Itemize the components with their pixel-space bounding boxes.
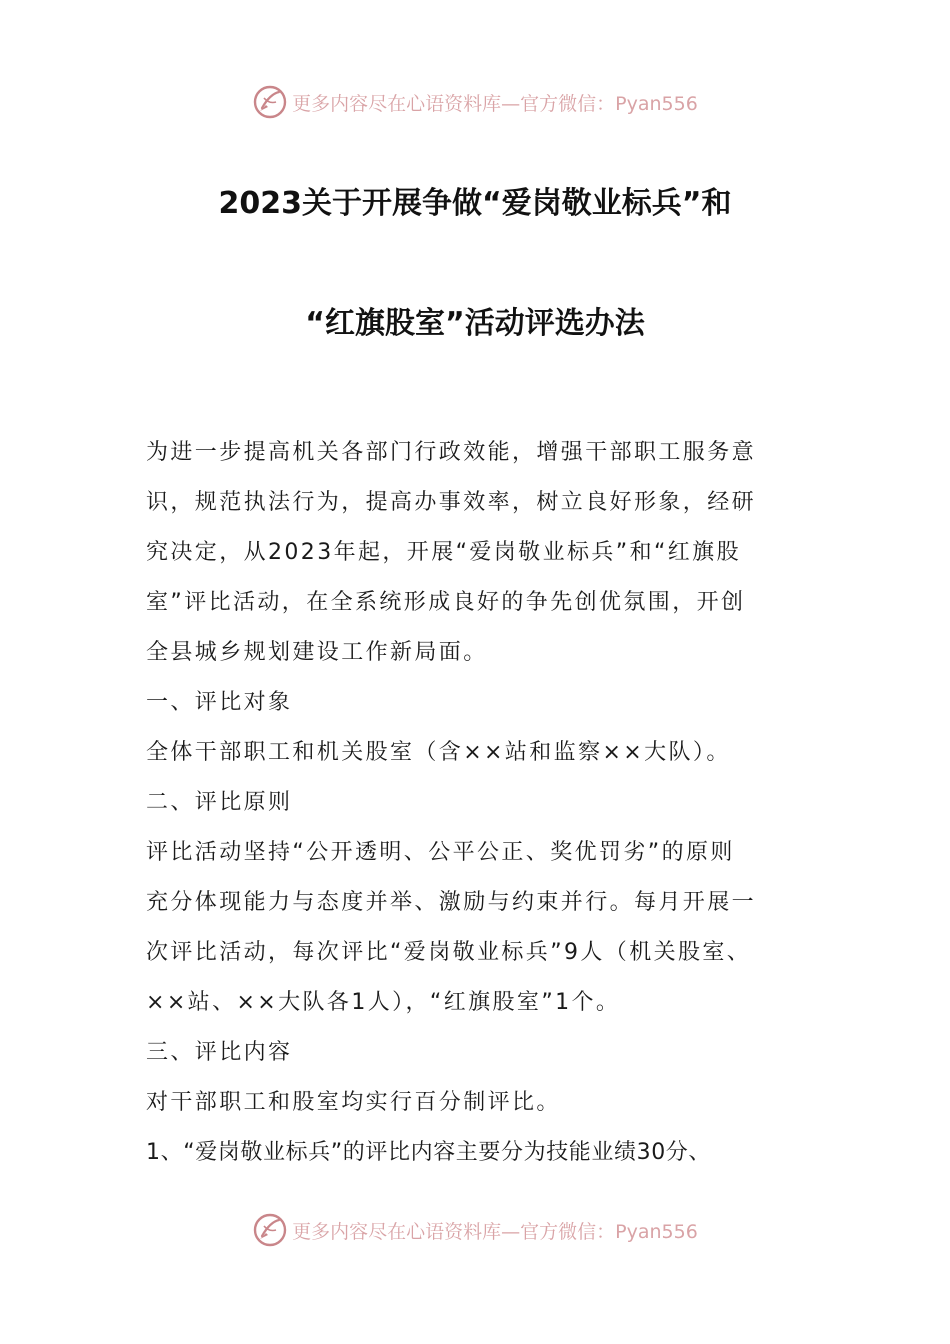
body-line: 室”评比活动，在全系统形成良好的争先创优氛围，开创 (146, 590, 746, 615)
body-line: 识，规范执法行为，提高办事效率，树立良好形象，经研 (146, 490, 757, 515)
body-line: 究决定，从2023年起，开展“爱岗敬业标兵”和“红旗股 (146, 540, 741, 565)
body-line: ××站、××大队各1人），“红旗股室”1个。 (146, 990, 621, 1015)
body-line: 为进一步提高机关各部门行政效能，增强干部职工服务意 (146, 440, 757, 465)
footer-watermark (0, 1210, 950, 1250)
pen-logo-icon (252, 84, 288, 120)
watermark-text: 更多内容尽在心语资料库—官方微信：Pyan556 (292, 92, 698, 115)
body-line: 对干部职工和股室均实行百分制评比。 (146, 1090, 561, 1115)
body-line: 次评比活动，每次评比“爱岗敬业标兵”9人（机关股室、 (146, 940, 752, 965)
pen-logo-icon (252, 1212, 288, 1248)
watermark-wechat-id: Pyan556 (615, 1220, 698, 1243)
section-heading: 三、评比内容 (146, 1040, 293, 1065)
section-heading: 一、评比对象 (146, 690, 293, 715)
body-line: 评比活动坚持“公开透明、公平公正、奖优罚劣”的原则 (146, 840, 735, 865)
document-title-line-2: “红旗股室”活动评选办法 (305, 306, 645, 341)
header-watermark (0, 82, 950, 122)
watermark-text: 更多内容尽在心语资料库—官方微信：Pyan556 (292, 1220, 698, 1243)
body-line: 充分体现能力与态度并举、激励与约束并行。每月开展一 (146, 890, 757, 915)
section-heading: 二、评比原则 (146, 790, 293, 815)
document-title-line-1: 2023关于开展争做“爱岗敬业标兵”和 (218, 186, 732, 221)
body-line: 全体干部职工和机关股室（含××站和监察××大队）。 (146, 740, 731, 765)
body-line: 1、“爱岗敬业标兵”的评比内容主要分为技能业绩30分、 (146, 1140, 711, 1165)
document-body (146, 428, 806, 1178)
body-line: 全县城乡规划建设工作新局面。 (146, 640, 488, 665)
watermark-wechat-id: Pyan556 (615, 92, 698, 115)
